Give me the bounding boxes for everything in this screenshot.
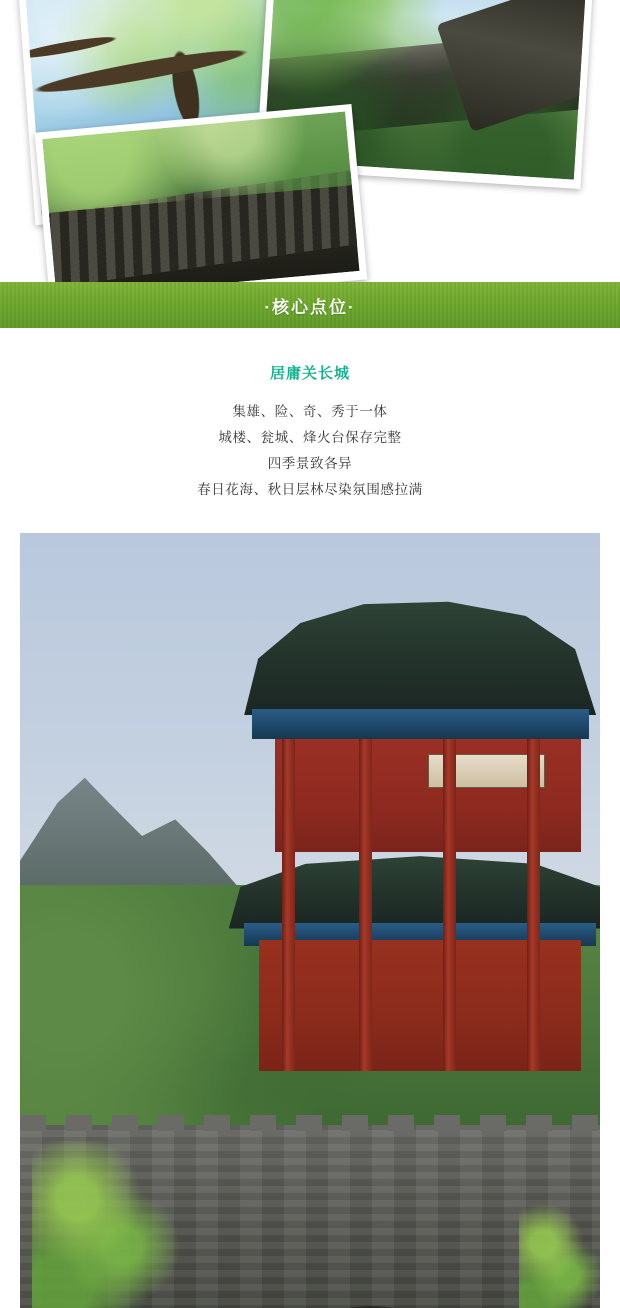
upper-roof (244, 597, 596, 715)
info-line-1: 集雄、险、奇、秀于一体 (232, 404, 388, 419)
foreground-tree-right (519, 1205, 600, 1308)
roof-tiles-photo (35, 104, 368, 282)
juyongguan-great-wall-photo (20, 533, 600, 1308)
foreground-tree-left (32, 1141, 183, 1308)
section-banner (0, 282, 620, 328)
info-title: 居庸关长城 (269, 365, 350, 382)
pillar (359, 739, 372, 1071)
info-line-4: 春日花海、秋日层林尽染氛围感拉满 (197, 482, 423, 497)
juyongguan-great-wall-photo-image (20, 533, 600, 1308)
info-line-2: 城楼、瓮城、烽火台保存完整 (218, 430, 402, 445)
section-banner-title: ·核心点位· (264, 297, 356, 317)
upper-roof-beam (252, 709, 589, 739)
crenellation (20, 1115, 600, 1131)
gate-tower-building (229, 597, 600, 1189)
roof-tiles-photo-image (42, 112, 359, 282)
pillar (527, 739, 540, 1071)
pillar (443, 739, 456, 1071)
info-block (0, 328, 620, 525)
info-line-3: 四季景致各异 (267, 456, 353, 471)
pillar (282, 739, 295, 1071)
photo-collage (0, 0, 620, 282)
